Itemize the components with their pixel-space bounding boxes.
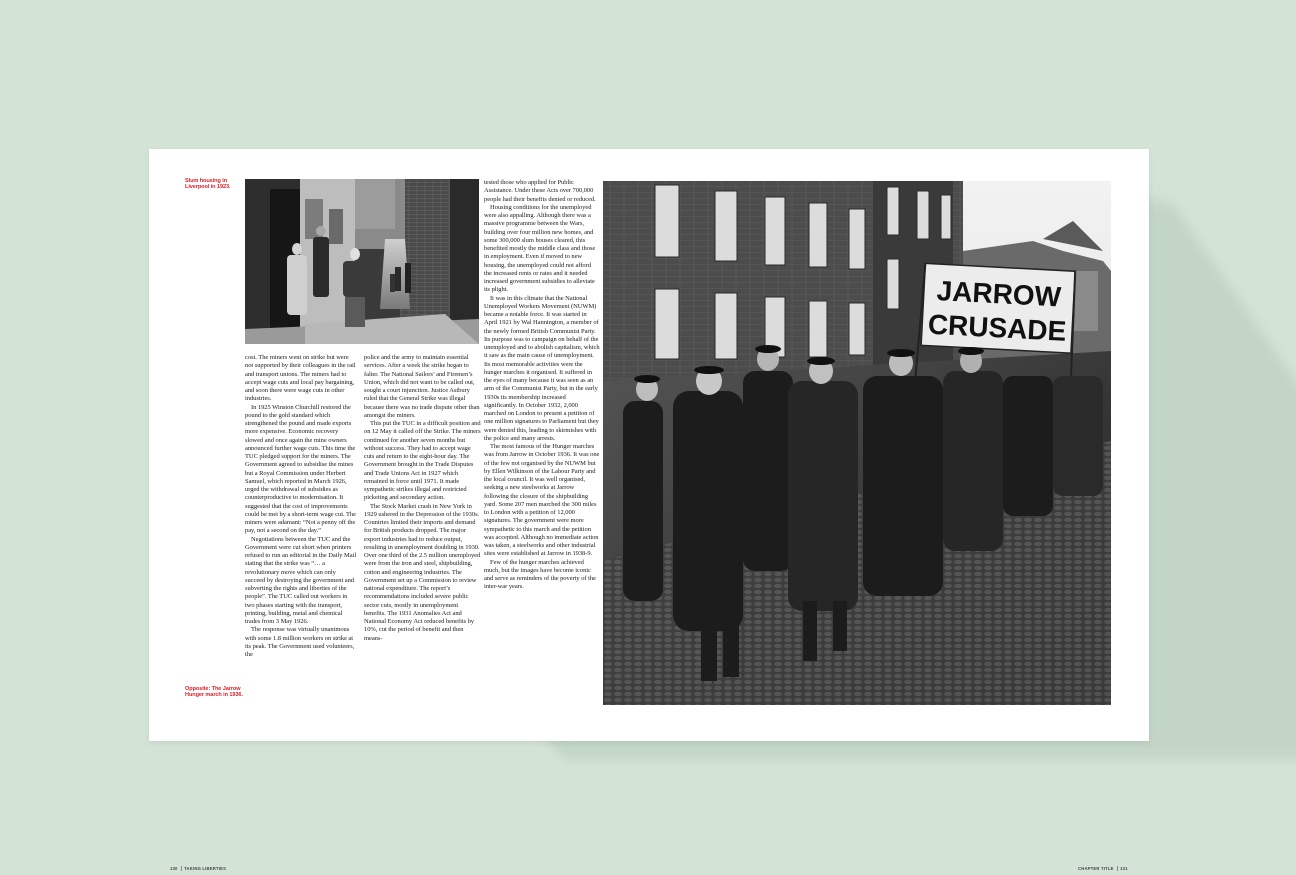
banner-line-2: CRUSADE <box>927 308 1068 347</box>
paragraph: The Stock Market crash in New York in 1929 ushered in the Depression of the 1930s. Countries limited their imports and demand for British products dropped. The major export industries had to reduce output, resulting in unemployment doubling in 1930. Over one third of the 2.5 million unemployed were from the iron and steel, shipbuilding, cotton and engineering industries. The Government set up a Commission to review national expenditure. The report’s recommendations included severe public sector cuts, mostly in unemployment benefits. The 1931 Anomalies Act and National Economy Act reduced benefits by 10%, cut the period of benefit and then means- <box>364 502 481 642</box>
paragraph: In 1925 Winston Churchill restored the pound to the gold standard which strengthened the pound and made exports more expensive. Economic recovery slowed and once again the mine owners announced further wage cuts. This time the TUC pledged support for the miners. The Government agreed to subsidise the mines but a Royal Commission under Herbert Samuel, which reported in March 1926, urged the withdrawal of subsidies as counterproductive to modernisation. It suggested that the cost of improvements could be met by a short-term wage cut. The miners were adamant: “Not a penny off the pay, not a second on the day.” <box>245 403 356 535</box>
text-column-1 <box>245 354 357 659</box>
text-column-3 <box>484 179 600 592</box>
running-title-left: TAKING LIBERTIES <box>184 866 227 871</box>
paragraph: tested those who applied for Public Assistance. Under these Acts over 700,000 people had their benefits denied or reduced. <box>484 179 596 203</box>
paragraph: Housing conditions for the unemployed were also appalling. Although there was a massive programme between the Wars, building over four million new homes, and some 300,000 slum houses cleared, this benefited mostly the middle class and those in employment. Even if moved to new housing, the unemployed could not afford the increased rents or rates and it needed increased government subsidies to alleviate its plight. <box>484 203 596 294</box>
paragraph: police and the army to maintain essential services. After a week the strike began to falter. The National Sailors’ and Firemen’s Union, which did not want to be called out, sought a court injunction. Justice Astbury ruled that the General Strike was illegal because there was no trade dispute other than amongst the miners. <box>364 354 480 419</box>
page-number-right: 131 <box>1120 866 1128 871</box>
caption-jarrow-march: Opposite: The Jarrow Hunger march in 1936. <box>185 686 243 699</box>
paragraph: The response was virtually unanimous with some 1.8 million workers on strike at its peak. The Government used volunteers, the <box>245 626 355 658</box>
footer-right <box>1078 866 1128 871</box>
paragraph: cost. The miners went on strike but were not supported by their colleagues in the rail and transport unions. The miners had to accept wage cuts and local pay bargaining, and soon there were wage cuts in other industries. <box>245 354 356 403</box>
caption-slum-housing: Slum housing in Liverpool in 1923. <box>185 178 231 191</box>
banner-line-1: JARROW <box>935 275 1062 313</box>
running-title-right: CHAPTER TITLE <box>1078 866 1114 871</box>
magazine-spread <box>149 149 1149 871</box>
paragraph: It was in this climate that the National Unemployed Workers Movement (NUWM) became a notable force. It was started in April 1921 by Wal Hannington, a member of the newly formed British Communist Party. Its purpose was to campaign on behalf of the unemployed and to abolish capitalism, which it saw as the main cause of unemployment. Its most memorable activities were the hunger marches it organised. It suffered in the eyes of many because it was seen as an arm of the Communist Party, but in the early 1930s its membership increased significantly. In October 1932, 2,000 marched on London to present a petition of one million signatures to Parliament but they were denied this, leading to skirmishes with the police and many arrests. <box>484 294 600 442</box>
text-column-2 <box>364 354 481 643</box>
slum-housing-photo <box>245 179 479 344</box>
page-number-left: 130 <box>170 866 178 871</box>
paragraph: This put the TUC in a difficult position and on 12 May it called off the Strike. The miners continued for another seven months but without success. They had to accept wage cuts and return to the eight-hour day. The Government brought in the Trade Disputes and Trade Unions Act in 1927 which remained in force until 1971. It made sympathetic strikes illegal and restricted picketing and secondary action. <box>364 420 481 502</box>
paragraph: Few of the hunger marches achieved much, but the images have become iconic and serve as reminders of the poverty of the inter-war years. <box>484 558 596 591</box>
jarrow-march-photo <box>603 181 1111 705</box>
paragraph: Negotiations between the TUC and the Government were cut short when printers refused to run an editorial in the Daily Mail stating that the strike was “… a revolutionary move which can only succeed by destroying the government and subverting the rights and liberties of the people”. The TUC called out workers in two phases starting with the transport, printing, building, metal and chemical trades from 3 May 1926. <box>245 535 357 625</box>
paragraph: The most famous of the Hunger marches was from Jarrow in October 1936. It was one of the few not organised by the NUWM but by Ellen Wilkinson of the Labour Party and the local council. It was well organised, seeking a new steelworks at Jarrow following the closure of the shipbuilding yard. Some 207 men marched the 300 miles to London with a petition of 12,000 signatures. The government were more sympathetic to this march and the petition was accepted. Although no immediate action was taken, a steelworks and other industrial sites were established at Jarrow in 1938-9. <box>484 443 600 558</box>
footer-left <box>170 866 226 871</box>
